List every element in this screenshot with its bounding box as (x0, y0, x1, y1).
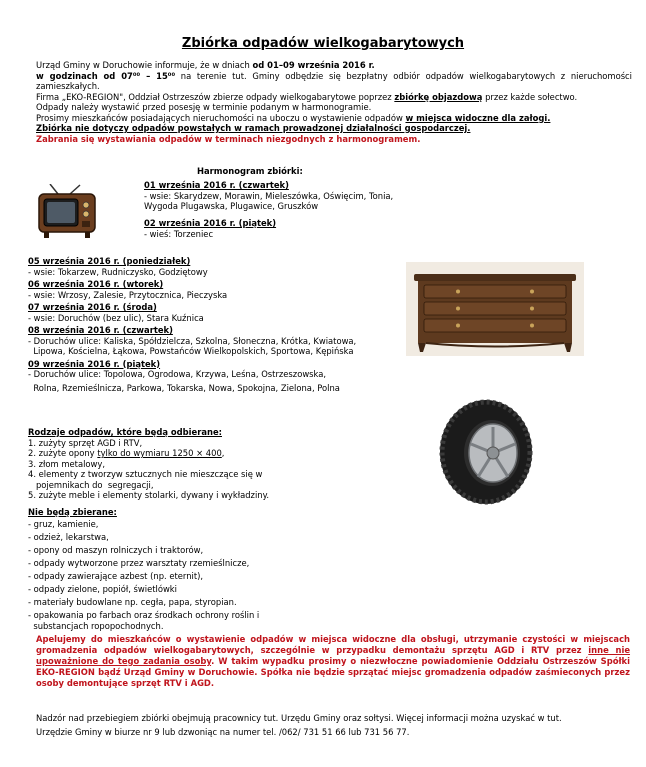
schedule-locations: Wygoda Plugawska, Plugawice, Gruszków (144, 201, 319, 211)
list-item: 4. elementy z tworzyw sztucznych nie mieszczące się w (28, 469, 263, 479)
page-title: Zbiórka odpadów wielkogabarytowych (181, 36, 465, 51)
schedule-locations: Rolna, Rzemieślnicza, Parkowa, Tokarska, Nowa, Spokojna, Zielona, Polna (28, 382, 340, 393)
appeal-paragraph (36, 634, 630, 689)
schedule-locations: - wsie: Doruchów (bez ulic), Stara Kuźnica (28, 312, 204, 323)
intro-text: na terenie tut. Gminy odbędzie się bezpłatny odbiór odpadów wielkogabarytowych z nieruchomości zamieszkałych. (36, 70, 632, 91)
intro-line-3 (36, 92, 632, 103)
list-item: - materiały budowlane np. cegła, papa, styropian. (28, 597, 237, 608)
intro-line-4: Odpady należy wystawić przed posesję w terminie podanym w harmonogramie. (36, 102, 372, 112)
schedule-day-2 (144, 218, 444, 239)
list-item: substancjach ropopochodnych. (28, 620, 164, 631)
schedule-date: 05 września 2016 r. (poniedziałek) (28, 256, 191, 266)
list-item: - odpady zawierające azbest (np. eternit), (28, 570, 204, 581)
intro-text: Firma „EKO-REGION", Oddział Ostrzeszów zbierze odpady wielkogabarytowe poprzez (36, 91, 395, 102)
list-item: - odpady zielone, popiół, świetlówki (28, 583, 177, 594)
intro-line-1 (36, 60, 632, 71)
intro-text: Prosimy mieszkańców posiadających nieruchomości na uboczu o wystawienie odpadów (36, 112, 406, 123)
rejected-heading: Nie będą zbierane: (28, 507, 117, 517)
footer-line-1: Nadzór nad przebiegiem zbiórki obejmują pracownicy tut. Urzędu Gminy oraz sołtysi. Więcej informacji można uzyskać w tut. (36, 713, 562, 723)
footer-line-2: Urzędzie Gminy w biurze nr 9 lub dzwoniąc na numer tel. /062/ 731 51 66 lub 731 56 77. (36, 726, 410, 737)
list-item: - gruz, kamienie, (28, 518, 99, 529)
schedule-day-7 (28, 359, 408, 394)
business-waste-note: Zbiórka nie dotyczy odpadów powstałych w ramach prowadzonej działalności gospodarczej. (36, 123, 471, 133)
tire-photo (436, 397, 534, 507)
tv-icon (36, 184, 98, 240)
list-item-text: , (221, 448, 225, 458)
prohibition-note: Zabrania się wystawiania odpadów w terminach niezgodnych z harmonogramem. (36, 133, 421, 144)
schedule-date: 01 września 2016 r. (czwartek) (144, 180, 289, 190)
visible-place-note: w miejsca widoczne dla załogi. (405, 112, 551, 123)
appeal-text: . W takim wypadku prosimy o niezwłoczne powiadomienie Oddziału Ostrzeszów Spółki EKO-REGION bądź Urząd Gminy w Doruchowie. Spółka nie będzie sprzątać miejsc gromadzenia odpadów zaśmieconych przez osoby demontujące sprzęt RTV i AGD. (36, 655, 630, 688)
list-item: 5. zużyte meble i elementy stolarki, dywany i wykładziny. (28, 490, 269, 500)
intro-line-5 (36, 113, 632, 124)
schedule-day-3 (28, 256, 408, 277)
schedule-date: 08 września 2016 r. (czwartek) (28, 325, 173, 335)
intro-text: Urząd Gminy w Doruchowie informuje, że w dniach (36, 60, 253, 70)
schedule-continued (28, 256, 408, 395)
unauthorized-persons: inne nie upoważnione do tego zadania osoby (36, 644, 631, 666)
appeal-text: Apelujemy do mieszkańców o wystawienie odpadów w miejsca widoczne dla obsługi, utrzymanie czystości w miejscach gromadzenia odpadów wielkogabarytowych, szczególnie w przypadku demontażu sprzętu AGD i RTV przez (36, 634, 630, 655)
schedule-locations: - wieś: Torzeniec (144, 228, 214, 239)
schedule-locations: - Doruchów ulice: Kaliska, Spółdzielcza, Szkolna, Słoneczna, Krótka, Kwiatowa, (28, 335, 357, 346)
schedule-locations: - wsie: Wrzosy, Zalesie, Przytocznica, Pieczyska (28, 289, 228, 300)
schedule-day-1 (144, 180, 444, 212)
schedule-day-5 (28, 302, 408, 323)
schedule-heading: Harmonogram zbiórki: (197, 166, 303, 176)
footer (36, 712, 630, 740)
intro-section (36, 60, 632, 144)
schedule-locations: - wsie: Skarydzew, Morawin, Mieleszówka, Oświęcim, Tonia, (144, 190, 394, 201)
intro-text: przez każde sołectwo. (482, 91, 578, 102)
list-item: 1. zużyty sprzęt AGD i RTV, (28, 437, 143, 448)
list-item (28, 448, 328, 459)
schedule-day-6 (28, 325, 408, 357)
schedule-locations: - wsie: Tokarzew, Rudniczysko, Godziętowy (28, 266, 208, 277)
list-item: - odpady wytworzone przez warsztaty rzemieślnicze, (28, 557, 250, 568)
rejected-waste-section (28, 507, 328, 634)
schedule-date: 02 września 2016 r. (piątek) (144, 218, 277, 228)
collection-method: zbiórkę objazdową (394, 91, 483, 102)
intro-hours: w godzinach od 07⁰⁰ – 15⁰⁰ (36, 70, 176, 81)
schedule-locations: Lipowa, Kościelna, Łąkowa, Powstańców Wielkopolskich, Sportowa, Kępińska (28, 346, 354, 356)
schedule-locations: - Doruchów ulice: Topolowa, Ogrodowa, Krzywa, Leśna, Ostrzeszowska, (28, 369, 327, 379)
intro-dates: od 01–09 września 2016 r. (252, 60, 375, 70)
list-item: - opakowania po farbach oraz środkach ochrony roślin i (28, 610, 260, 621)
accepted-heading: Rodzaje odpadów, które będą odbierane: (28, 427, 222, 437)
dresser-photo (406, 262, 584, 356)
schedule-date: 09 września 2016 r. (piątek) (28, 358, 161, 369)
schedule-day-4 (28, 279, 408, 300)
list-item: - opony od maszyn rolniczych i traktorów, (28, 544, 204, 555)
intro-line-2 (36, 71, 632, 92)
schedule-date: 06 września 2016 r. (wtorek) (28, 279, 164, 289)
list-item-text: 2. zużyte opony (28, 448, 98, 458)
list-item: pojemnikach do segregacji, (28, 479, 154, 490)
accepted-waste-section (28, 427, 328, 501)
list-item: 3. złom metalowy, (28, 458, 106, 469)
schedule-date: 07 września 2016 r. (środa) (28, 302, 157, 312)
tire-size-limit: tylko do wymiaru 1250 × 400 (97, 448, 222, 458)
list-item: - odzież, lekarstwa, (28, 531, 109, 542)
